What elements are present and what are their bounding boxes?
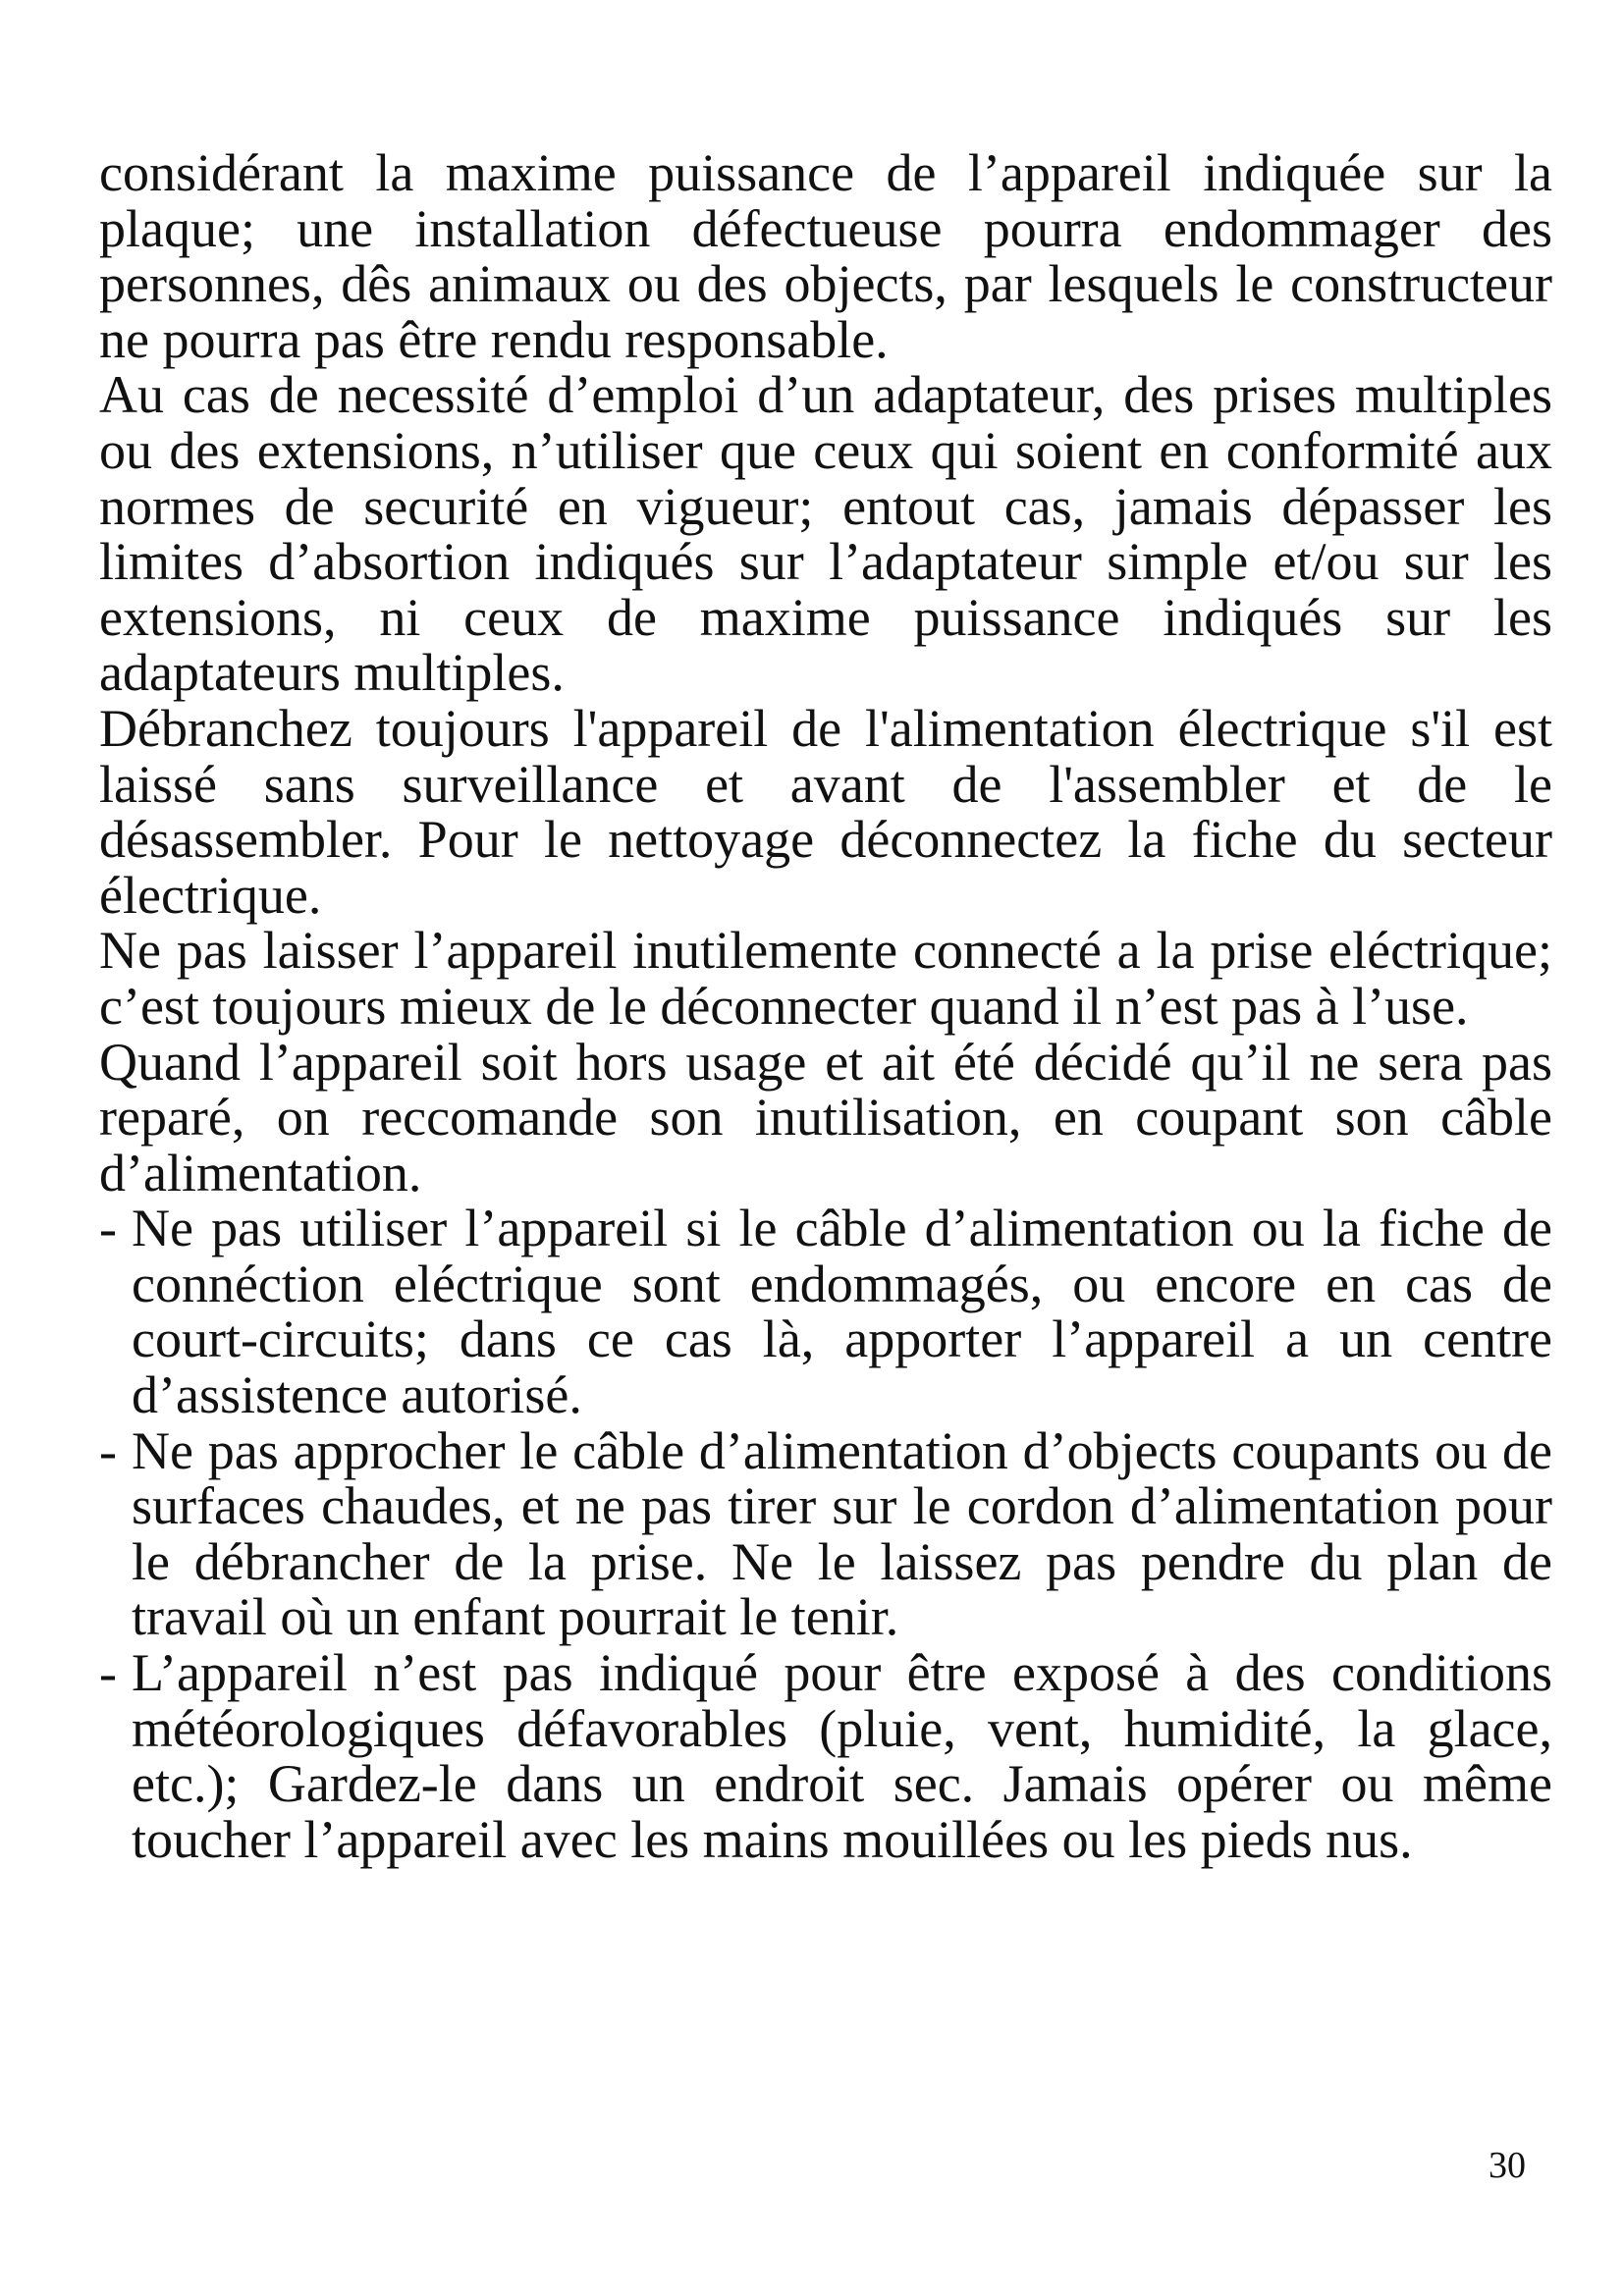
paragraph-disposal: Quand l’appareil soit hors usage et ait été décidé qu’il ne sera pas reparé, on reccomande son inutilisation, en coupant son câble d’alimentation. (99, 1032, 1552, 1202)
bullet-dash: - (99, 1199, 117, 1258)
bullet-dash: - (99, 1420, 117, 1480)
bullet-text-weather: L’appareil n’est pas indiqué pour être exposé à des conditions météorologiques défavorables (pluie, vent, humidité, la glace, etc.); Gardez-le dans un endroit sec. Jamais opérer ou même toucher l’appareil avec les mains mouillées ou les pieds nus. (132, 1643, 1552, 1869)
list-item (99, 1645, 1552, 1867)
paragraph-installation: considérant la maxime puissance de l’appareil indiquée sur la plaque; une installation défectueuse pourra endommager des personnes, dês animaux ou des objects, par lesquels le constructeur ne pourra pas être rendu responsable. (99, 143, 1552, 369)
paragraph-unplug: Débranchez toujours l'appareil de l'alimentation électrique s'il est laissé sans surveillance et avant de l'assembler et de le désassembler. Pour le nettoyage déconnectez la fiche du secteur électrique. (99, 698, 1552, 925)
warning-list (99, 1201, 1552, 1867)
paragraph-disconnect: Ne pas laisser l’appareil inutilemente connecté a la prise eléctrique; c’est toujours mieux de le déconnecter quand il n’est pas à l’use. (99, 921, 1552, 1036)
bullet-dash: - (99, 1643, 117, 1703)
bullet-text-cable-care: Ne pas approcher le câble d’alimentation d’objects coupants ou de surfaces chaudes, et ne pas tirer sur le cordon d’alimentation pour le débrancher de la prise. Ne le laissez pas pendre du plan de travail où un enfant pourrait le tenir. (132, 1420, 1552, 1647)
bullet-text-damaged-cable: Ne pas utiliser l’appareil si le câble d’alimentation ou la fiche de connéction eléctrique sont endommagés, ou encore en cas de court-circuits; dans ce cas là, apporter l’appareil a un centre d’assistence autorisé. (132, 1199, 1552, 1425)
list-item (99, 1420, 1552, 1647)
paragraph-adapter: Au cas de necessité d’emploi d’un adaptateur, des prises multiples ou des extensions, n’utiliser que ceux qui soient en conformité aux normes de securité en vigueur; entout cas, jamais dépasser les limites d’absortion indiqués sur l’adaptateur simple et/ou sur les extensions, ni ceux de maxime puissance indiqués sur les adaptateurs multiples. (99, 365, 1552, 703)
list-item (99, 1199, 1552, 1425)
page-number: 30 (1489, 2145, 1526, 2186)
page-content (99, 145, 1552, 1867)
